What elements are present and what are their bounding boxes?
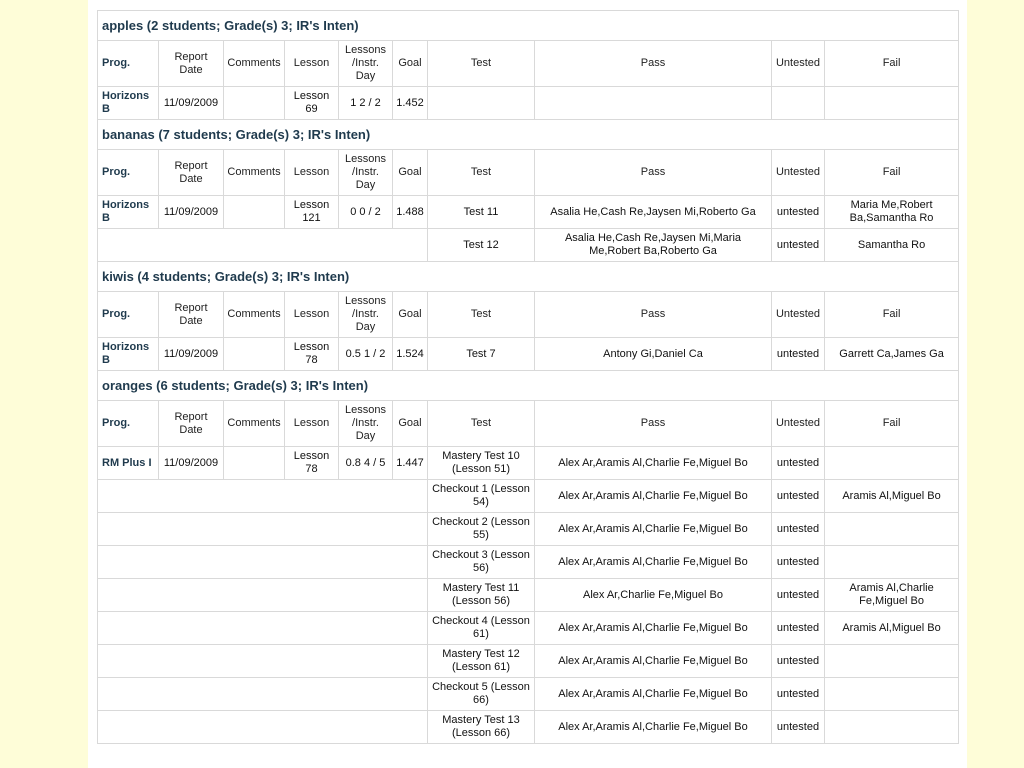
table-row	[98, 678, 959, 711]
column-header-comments: Comments	[224, 292, 285, 338]
fail-cell	[825, 711, 959, 744]
table-row	[98, 579, 959, 612]
table-row	[98, 711, 959, 744]
column-header-comments: Comments	[224, 401, 285, 447]
report-date-cell: 11/09/2009	[159, 447, 224, 480]
untested-cell: untested	[772, 447, 825, 480]
column-header-fail: Fail	[825, 292, 959, 338]
untested-cell: untested	[772, 513, 825, 546]
lesson-cell: Lesson 78	[285, 447, 339, 480]
column-header-prog: Prog.	[98, 150, 159, 196]
pass-cell: Alex Ar,Aramis Al,Charlie Fe,Miguel Bo	[535, 645, 772, 678]
report-date-cell: 11/09/2009	[159, 338, 224, 371]
pass-cell: Alex Ar,Aramis Al,Charlie Fe,Miguel Bo	[535, 678, 772, 711]
column-header-goal: Goal	[393, 401, 428, 447]
fail-cell	[825, 513, 959, 546]
group-title: bananas (7 students; Grade(s) 3; IR's Inten)	[98, 120, 959, 150]
lessons-per-day-cell: 0.8 4 / 5	[339, 447, 393, 480]
untested-cell: untested	[772, 196, 825, 229]
pass-cell: Asalia He,Cash Re,Jaysen Mi,Roberto Ga	[535, 196, 772, 229]
column-header-test: Test	[428, 292, 535, 338]
column-header-row	[98, 292, 959, 338]
comments-cell	[224, 196, 285, 229]
blank-cell	[98, 480, 428, 513]
group-title-row	[98, 262, 959, 292]
test-cell: Checkout 3 (Lesson 56)	[428, 546, 535, 579]
fail-cell	[825, 678, 959, 711]
column-header-untested: Untested	[772, 401, 825, 447]
pass-cell: Asalia He,Cash Re,Jaysen Mi,Maria Me,Robert Ba,Roberto Ga	[535, 229, 772, 262]
blank-cell	[98, 711, 428, 744]
group-title: apples (2 students; Grade(s) 3; IR's Inten)	[98, 11, 959, 41]
table-row	[98, 338, 959, 371]
test-cell: Test 12	[428, 229, 535, 262]
column-header-untested: Untested	[772, 150, 825, 196]
column-header-untested: Untested	[772, 292, 825, 338]
column-header-pass: Pass	[535, 150, 772, 196]
lesson-cell: Lesson 121	[285, 196, 339, 229]
column-header-pass: Pass	[535, 401, 772, 447]
blank-cell	[98, 546, 428, 579]
report-panel	[88, 0, 967, 768]
pass-cell: Alex Ar,Aramis Al,Charlie Fe,Miguel Bo	[535, 513, 772, 546]
pass-cell: Alex Ar,Aramis Al,Charlie Fe,Miguel Bo	[535, 447, 772, 480]
test-cell	[428, 87, 535, 120]
fail-cell: Maria Me,Robert Ba,Samantha Ro	[825, 196, 959, 229]
fail-cell	[825, 447, 959, 480]
table-row	[98, 87, 959, 120]
pass-cell: Alex Ar,Aramis Al,Charlie Fe,Miguel Bo	[535, 711, 772, 744]
untested-cell: untested	[772, 612, 825, 645]
test-cell: Checkout 5 (Lesson 66)	[428, 678, 535, 711]
lesson-cell: Lesson 78	[285, 338, 339, 371]
report-date-cell: 11/09/2009	[159, 87, 224, 120]
column-header-test: Test	[428, 150, 535, 196]
column-header-lesson: Lesson	[285, 292, 339, 338]
fail-cell: Aramis Al,Miguel Bo	[825, 612, 959, 645]
column-header-row	[98, 41, 959, 87]
untested-cell: untested	[772, 678, 825, 711]
test-cell: Mastery Test 13 (Lesson 66)	[428, 711, 535, 744]
column-header-fail: Fail	[825, 401, 959, 447]
fail-cell: Samantha Ro	[825, 229, 959, 262]
table-row	[98, 480, 959, 513]
goal-cell: 1.452	[393, 87, 428, 120]
report-date-cell: 11/09/2009	[159, 196, 224, 229]
blank-cell	[98, 678, 428, 711]
untested-cell: untested	[772, 579, 825, 612]
column-header-report-date: Report Date	[159, 150, 224, 196]
fail-cell	[825, 645, 959, 678]
pass-cell: Alex Ar,Charlie Fe,Miguel Bo	[535, 579, 772, 612]
untested-cell: untested	[772, 480, 825, 513]
prog-cell: RM Plus I	[98, 447, 159, 480]
lesson-cell: Lesson 69	[285, 87, 339, 120]
group-title: oranges (6 students; Grade(s) 3; IR's Inten)	[98, 371, 959, 401]
column-header-lessons-per-day: Lessons /Instr. Day	[339, 401, 393, 447]
untested-cell	[772, 87, 825, 120]
column-header-lessons-per-day: Lessons /Instr. Day	[339, 41, 393, 87]
column-header-untested: Untested	[772, 41, 825, 87]
fail-cell	[825, 87, 959, 120]
column-header-lessons-per-day: Lessons /Instr. Day	[339, 150, 393, 196]
pass-cell: Antony Gi,Daniel Ca	[535, 338, 772, 371]
table-row	[98, 229, 959, 262]
column-header-fail: Fail	[825, 150, 959, 196]
test-cell: Mastery Test 11 (Lesson 56)	[428, 579, 535, 612]
blank-cell	[98, 612, 428, 645]
prog-cell: Horizons B	[98, 338, 159, 371]
column-header-lesson: Lesson	[285, 150, 339, 196]
column-header-lesson: Lesson	[285, 41, 339, 87]
pass-cell: Alex Ar,Aramis Al,Charlie Fe,Miguel Bo	[535, 546, 772, 579]
test-cell: Test 7	[428, 338, 535, 371]
fail-cell: Aramis Al,Miguel Bo	[825, 480, 959, 513]
fail-cell: Garrett Ca,James Ga	[825, 338, 959, 371]
group-title-row	[98, 371, 959, 401]
blank-cell	[98, 229, 428, 262]
test-cell: Checkout 2 (Lesson 55)	[428, 513, 535, 546]
untested-cell: untested	[772, 645, 825, 678]
comments-cell	[224, 338, 285, 371]
prog-cell: Horizons B	[98, 196, 159, 229]
blank-cell	[98, 579, 428, 612]
column-header-pass: Pass	[535, 292, 772, 338]
column-header-lessons-per-day: Lessons /Instr. Day	[339, 292, 393, 338]
goal-cell: 1.524	[393, 338, 428, 371]
lessons-per-day-cell: 0 0 / 2	[339, 196, 393, 229]
untested-cell: untested	[772, 546, 825, 579]
column-header-goal: Goal	[393, 150, 428, 196]
column-header-comments: Comments	[224, 41, 285, 87]
pass-cell: Alex Ar,Aramis Al,Charlie Fe,Miguel Bo	[535, 480, 772, 513]
test-cell: Mastery Test 12 (Lesson 61)	[428, 645, 535, 678]
fail-cell: Aramis Al,Charlie Fe,Miguel Bo	[825, 579, 959, 612]
group-title-row	[98, 120, 959, 150]
column-header-report-date: Report Date	[159, 401, 224, 447]
untested-cell: untested	[772, 338, 825, 371]
goal-cell: 1.447	[393, 447, 428, 480]
comments-cell	[224, 87, 285, 120]
test-cell: Test 11	[428, 196, 535, 229]
table-row	[98, 546, 959, 579]
table-row	[98, 513, 959, 546]
blank-cell	[98, 645, 428, 678]
comments-cell	[224, 447, 285, 480]
column-header-fail: Fail	[825, 41, 959, 87]
fail-cell	[825, 546, 959, 579]
test-cell: Mastery Test 10 (Lesson 51)	[428, 447, 535, 480]
blank-cell	[98, 513, 428, 546]
table-row	[98, 447, 959, 480]
column-header-lesson: Lesson	[285, 401, 339, 447]
untested-cell: untested	[772, 229, 825, 262]
column-header-goal: Goal	[393, 41, 428, 87]
column-header-row	[98, 401, 959, 447]
table-row	[98, 645, 959, 678]
column-header-comments: Comments	[224, 150, 285, 196]
column-header-report-date: Report Date	[159, 41, 224, 87]
pass-cell	[535, 87, 772, 120]
lessons-per-day-cell: 0.5 1 / 2	[339, 338, 393, 371]
column-header-pass: Pass	[535, 41, 772, 87]
column-header-test: Test	[428, 401, 535, 447]
test-cell: Checkout 1 (Lesson 54)	[428, 480, 535, 513]
column-header-prog: Prog.	[98, 292, 159, 338]
column-header-prog: Prog.	[98, 41, 159, 87]
column-header-goal: Goal	[393, 292, 428, 338]
pass-cell: Alex Ar,Aramis Al,Charlie Fe,Miguel Bo	[535, 612, 772, 645]
column-header-report-date: Report Date	[159, 292, 224, 338]
lessons-per-day-cell: 1 2 / 2	[339, 87, 393, 120]
prog-cell: Horizons B	[98, 87, 159, 120]
column-header-row	[98, 150, 959, 196]
untested-cell: untested	[772, 711, 825, 744]
progress-report-table	[97, 10, 959, 744]
goal-cell: 1.488	[393, 196, 428, 229]
table-row	[98, 612, 959, 645]
group-title-row	[98, 11, 959, 41]
group-title: kiwis (4 students; Grade(s) 3; IR's Inten)	[98, 262, 959, 292]
test-cell: Checkout 4 (Lesson 61)	[428, 612, 535, 645]
table-row	[98, 196, 959, 229]
column-header-test: Test	[428, 41, 535, 87]
column-header-prog: Prog.	[98, 401, 159, 447]
